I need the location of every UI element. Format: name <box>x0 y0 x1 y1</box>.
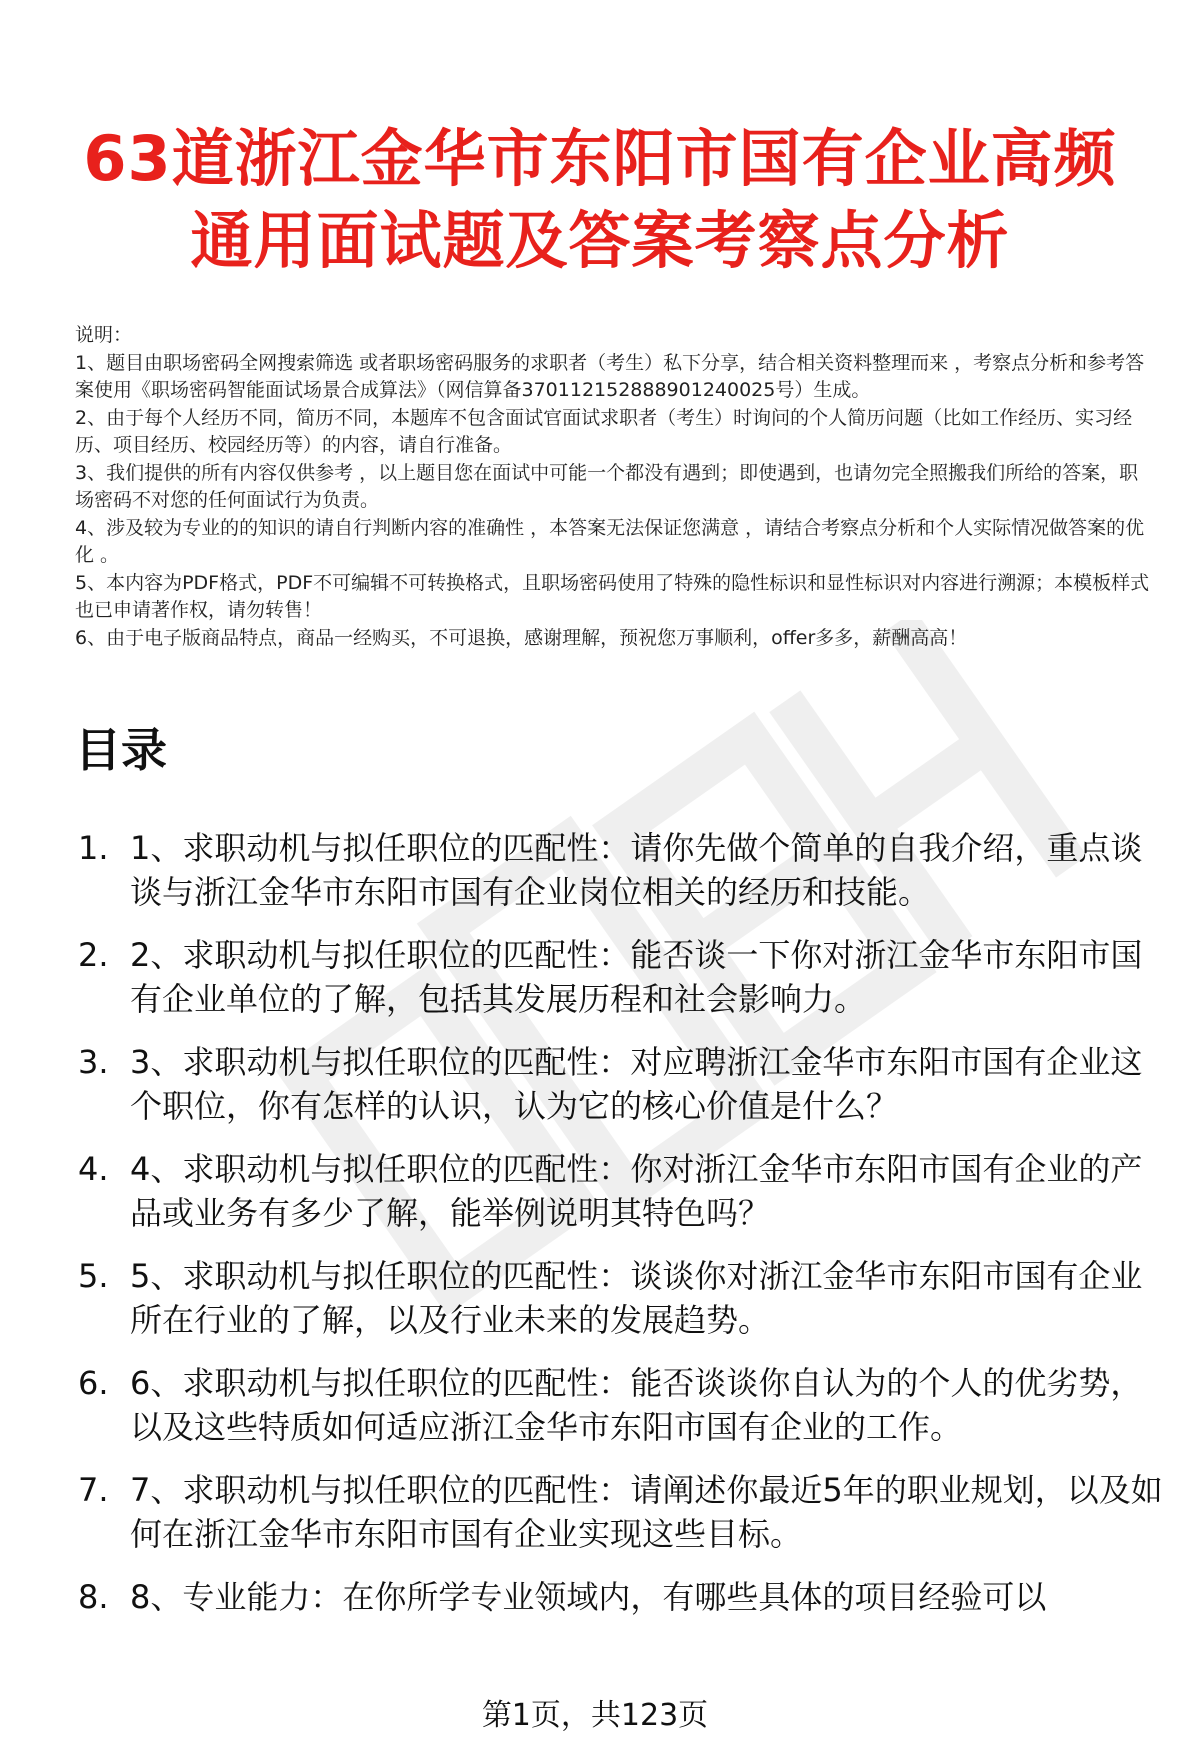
toc-list <box>78 826 1168 1638</box>
note-item: 3、我们提供的所有内容仅供参考 ，以上题目您在面试中可能一个都没有遇到；即使遇到，也请勿完全照搬我们所给的答案，职场密码不对您的任何面试行为负责。 <box>75 461 1139 511</box>
toc-item[interactable] <box>78 933 1168 1021</box>
notes-heading: 说明： <box>75 324 133 346</box>
toc-item[interactable] <box>78 1147 1168 1235</box>
page-number-footer: 第1页，共123页 <box>481 1698 709 1733</box>
toc-heading: 目录 <box>75 723 167 777</box>
note-item: 4、涉及较为专业的的知识的请自行判断内容的准确性 ，本答案无法保证您满意 ，请结合考察点分析和个人实际情况做答案的优化 。 <box>75 516 1145 566</box>
toc-item-number: 1. <box>78 829 109 867</box>
toc-item-number: 8. <box>78 1578 109 1616</box>
toc-item-text: 7、求职动机与拟任职位的匹配性：请阐述你最近5年的职业规划，以及如何在浙江金华市东阳市国有企业实现这些目标。 <box>130 1471 1163 1553</box>
note-item: 6、由于电子版商品特点，商品一经购买，不可退换，感谢理解，预祝您万事顺利，offer多多，薪酬高高！ <box>75 626 968 649</box>
note-item: 5、本内容为PDF格式，PDF不可编辑不可转换格式，且职场密码使用了特殊的隐性标识和显性标识对内容进行溯源；本模板样式也已申请著作权，请勿转售！ <box>75 571 1150 621</box>
toc-item-number: 6. <box>78 1364 109 1402</box>
toc-item[interactable] <box>78 1575 1168 1619</box>
toc-item-number: 4. <box>78 1150 109 1188</box>
toc-item-text: 6、求职动机与拟任职位的匹配性：能否谈谈你自认为的个人的优劣势，以及这些特质如何适应浙江金华市东阳市国有企业的工作。 <box>130 1364 1143 1446</box>
toc-item-number: 5. <box>78 1257 109 1295</box>
toc-item-number: 7. <box>78 1471 109 1509</box>
document-title: 63道浙江金华市东阳市国有企业高频通用面试题及答案考察点分析 <box>83 122 1117 277</box>
toc-item[interactable] <box>78 826 1168 914</box>
toc-item[interactable] <box>78 1361 1168 1449</box>
toc-item[interactable] <box>78 1468 1168 1556</box>
note-item: 1、题目由职场密码全网搜索筛选 或者职场密码服务的求职者（考生）私下分享，结合相关资料整理而来 ，考察点分析和参考答案使用《职场密码智能面试场景合成算法》（网信算备370112152888901240025号）生成。 <box>75 351 1145 401</box>
notes-section <box>75 322 1155 652</box>
toc-item-text: 3、求职动机与拟任职位的匹配性：对应聘浙江金华市东阳市国有企业这个职位，你有怎样的认识，认为它的核心价值是什么？ <box>130 1043 1143 1125</box>
note-item: 2、由于每个人经历不同，简历不同，本题库不包含面试官面试求职者（考生）时询问的个人简历问题（比如工作经历、实习经历、项目经历、校园经历等）的内容，请自行准备。 <box>75 406 1133 456</box>
toc-item-text: 1、求职动机与拟任职位的匹配性：请你先做个简单的自我介绍，重点谈谈与浙江金华市东阳市国有企业岗位相关的经历和技能。 <box>130 829 1143 911</box>
toc-item-number: 3. <box>78 1043 109 1081</box>
toc-item[interactable] <box>78 1254 1168 1342</box>
toc-item-text: 2、求职动机与拟任职位的匹配性：能否谈一下你对浙江金华市东阳市国有企业单位的了解，包括其发展历程和社会影响力。 <box>130 936 1143 1018</box>
toc-item-text: 8、专业能力：在你所学专业领域内，有哪些具体的项目经验可以 <box>130 1578 1047 1616</box>
toc-item-number: 2. <box>78 936 109 974</box>
toc-item-text: 5、求职动机与拟任职位的匹配性：谈谈你对浙江金华市东阳市国有企业所在行业的了解，以及行业未来的发展趋势。 <box>130 1257 1143 1339</box>
toc-item-text: 4、求职动机与拟任职位的匹配性：你对浙江金华市东阳市国有企业的产品或业务有多少了解，能举例说明其特色吗？ <box>130 1150 1143 1232</box>
toc-item[interactable] <box>78 1040 1168 1128</box>
